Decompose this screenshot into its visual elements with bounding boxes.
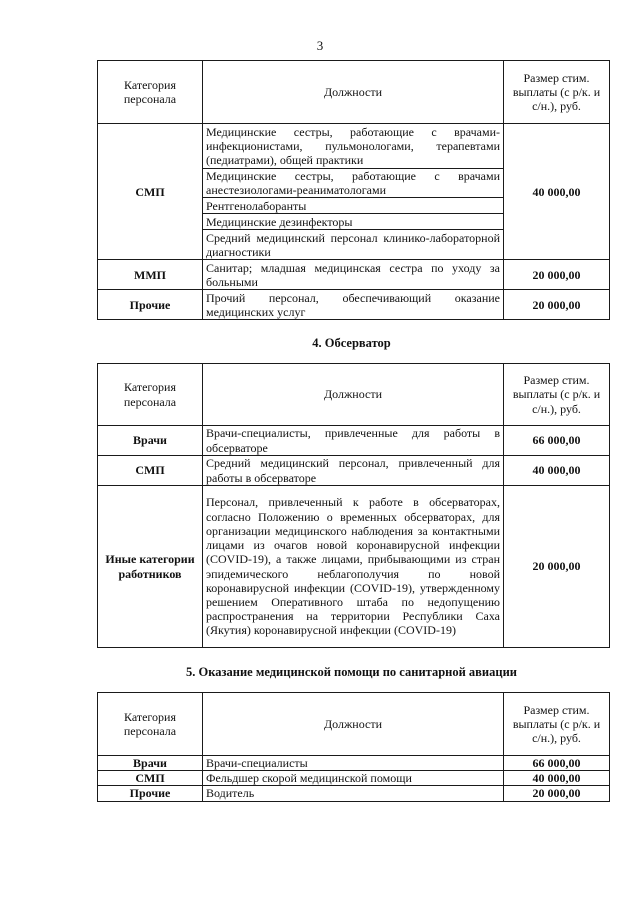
header-amount: Размер стим. выплаты (с р/к. и с/н.), руб. <box>504 364 610 426</box>
category-cell: Врачи <box>98 426 203 456</box>
position-cell: Рентгенолаборанты <box>203 198 504 214</box>
position-cell: Персонал, привлеченный к работе в обсерваторах, согласно Положению о временных обсерваторах, для организации медицинского наблюдения за контактными лицами из очагов новой коронавирусной инфекции (COVID-19), а также лицами, прибывающими из стран эпидемического неблагополучия по новой коронавирусной инфекции (COVID-19), утвержденному решением Оперативного штаба по недопущению распространения на территории Республики Саха (Якутия) коронавирусной инфекции (COVID-19) <box>203 486 504 648</box>
amount-cell: 66 000,00 <box>504 426 610 456</box>
table-row <box>98 771 610 786</box>
category-cell: ММП <box>98 260 203 290</box>
table-sanitary-aviation <box>97 692 610 802</box>
category-cell: СМП <box>98 124 203 260</box>
page-number: 3 <box>316 38 324 53</box>
amount-cell: 20 000,00 <box>504 260 610 290</box>
position-cell: Фельдшер скорой медицинской помощи <box>203 771 504 786</box>
category-cell: Прочие <box>98 290 203 320</box>
section-title: 5. Оказание медицинской помощи по санитарной авиации <box>186 665 517 679</box>
category-cell: Прочие <box>98 786 203 801</box>
category-cell: Врачи <box>98 756 203 771</box>
amount-cell: 20 000,00 <box>504 486 610 648</box>
amount-cell: 40 000,00 <box>504 771 610 786</box>
header-positions: Должности <box>203 61 504 124</box>
position-cell: Средний медицинский персонал, привлеченный для работы в обсерваторе <box>203 456 504 486</box>
section-title: 4. Обсерватор <box>312 336 391 350</box>
amount-cell: 40 000,00 <box>504 124 610 260</box>
table-row <box>98 456 610 486</box>
table-row <box>98 260 610 290</box>
table-row <box>98 124 610 169</box>
header-positions: Должности <box>203 693 504 756</box>
position-cell: Врачи-специалисты <box>203 756 504 771</box>
table-row <box>98 486 610 648</box>
table-payments-continued <box>97 60 610 320</box>
table-header-row <box>98 693 610 756</box>
position-cell: Водитель <box>203 786 504 801</box>
amount-cell: 66 000,00 <box>504 756 610 771</box>
header-amount: Размер стим. выплаты (с р/к. и с/н.), руб. <box>504 61 610 124</box>
table-header-row <box>98 61 610 124</box>
amount-cell: 40 000,00 <box>504 456 610 486</box>
header-category: Категория персонала <box>98 61 203 124</box>
header-positions: Должности <box>203 364 504 426</box>
table-row <box>98 786 610 801</box>
table-header-row <box>98 364 610 426</box>
position-cell: Врачи-специалисты, привлеченные для работы в обсерваторе <box>203 426 504 456</box>
amount-cell: 20 000,00 <box>504 290 610 320</box>
category-cell: СМП <box>98 771 203 786</box>
position-cell: Медицинские сестры, работающие с врачами-инфекционистами, пульмонологами, терапевтами (педиатрами), общей практики <box>203 124 504 169</box>
table-row <box>98 756 610 771</box>
position-cell: Прочий персонал, обеспечивающий оказание медицинских услуг <box>203 290 504 320</box>
position-cell: Санитар; младшая медицинская сестра по уходу за больными <box>203 260 504 290</box>
table-row <box>98 290 610 320</box>
header-amount: Размер стим. выплаты (с р/к. и с/н.), руб. <box>504 693 610 756</box>
table-observatory <box>97 363 610 648</box>
position-cell: Медицинские сестры, работающие с врачами анестезиологами-реаниматологами <box>203 169 504 198</box>
category-cell: СМП <box>98 456 203 486</box>
amount-cell: 20 000,00 <box>504 786 610 801</box>
header-category: Категория персонала <box>98 364 203 426</box>
category-cell: Иные категории работников <box>98 486 203 648</box>
table-row <box>98 426 610 456</box>
position-cell: Медицинские дезинфекторы <box>203 214 504 230</box>
position-cell: Средний медицинский персонал клинико-лабораторной диагностики <box>203 230 504 260</box>
header-category: Категория персонала <box>98 693 203 756</box>
